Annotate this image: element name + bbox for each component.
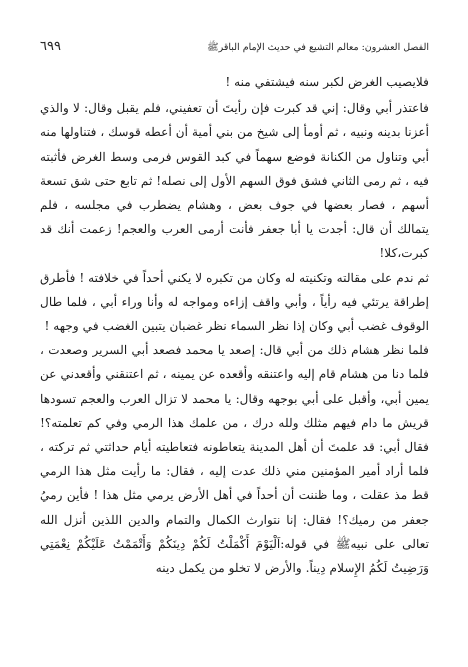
chapter-title: الفصل العشرون: معالم التشيع في حديث الإمام الباقرﷺ: [207, 42, 429, 53]
page-number: ٦٩٩: [40, 39, 61, 54]
paragraph: فاعتذر أبي وقال: إني قد كبرت فإن رأيتَ أن تعفيني، فلم يقبل وقال: لا والذي أعزنا بدينه ونبيه ، ثم أومأ إلى شيخ من بني أمية أن أعطه قوسك ، فتناولها منه أبي وتناول من الكنانة فوضع سهماً في كبد القوس فرمى وسط الغرض فأثبته فيه ، ثم رمى الثاني فشق فوق السهم الأول إلى نصله! ثم تابع حتى شق تسعة أسهم ، فصار بعضها في جوف بعض ، وهشام يضطرب في مجلسه ، فلم يتمالك أن قال: أجدت يا أبا جعفر فأنت أرمى العرب والعجم! زعمت أنك قد كبرت،كلا!: [39, 101, 429, 261]
paragraph: ثم ندم على مقالته وتكنيته له وكان من تكبره لا يكني أحداً في خلافته ! فأطرق إطراقة يرتئي فيه رأياً ، وأبي واقف إزاءه ومواجه له وأنا وراء أبي ، فلما طال الوقوف غضب أبي وكان إذا نظر السماء نظر غضبان يتبين الغضب في وجهه !: [40, 270, 429, 334]
body-text: [40, 70, 429, 580]
paragraph: فلما نظر هشام ذلك من أبي قال: إصعد يا محمد فصعد أبي السرير وصعدت ، فلما دنا من هشام قام إليه واعتنقه وأقعده عن يمينه ، ثم اعتنقني وأقعدني عن يمين أبي، وأقبل على أبي بوجهه وقال: يا محمد لا تزال العرب والعجم تسودها قريش ما دام فيهم مثلك ولله درك ، من علمك هذا الرمي وفي كم تعلمته؟! فقال أبي: قد علمتَ أن أهل المدينة يتعاطونه فتعاطيته أيام حداثتي ثم تركته ، فلما أراد أمير المؤمنين مني ذلك عدت إليه ، فقال: ما رأيت مثل هذا الرمي قط مذ عقلت ، وما ظننت أن أحداً في أهل الأرض يرمي مثل هذا ! فأين رميُ جعفر من رميك؟! فقال: إنا نتوارث الكمال والتمام والدين اللذين أنزل الله تعالى على نبيهﷺ في قوله:اَلْيَوْمَ أَكْمَلْتُ لَكُمْ دِينَكُمْ وَأَتْمَمْتُ عَلَيْكُمْ نِعْمَتِي وَرَضِيتُ لَكُمُ الإِسلام دِيناً. والأرض لا تخلو من يكمل دينه: [40, 343, 429, 576]
running-header: [40, 40, 429, 56]
paragraph: فلايصيب الغرض لكبر سنه فيشتفي منه !: [225, 75, 429, 89]
document-page: [40, 40, 429, 580]
